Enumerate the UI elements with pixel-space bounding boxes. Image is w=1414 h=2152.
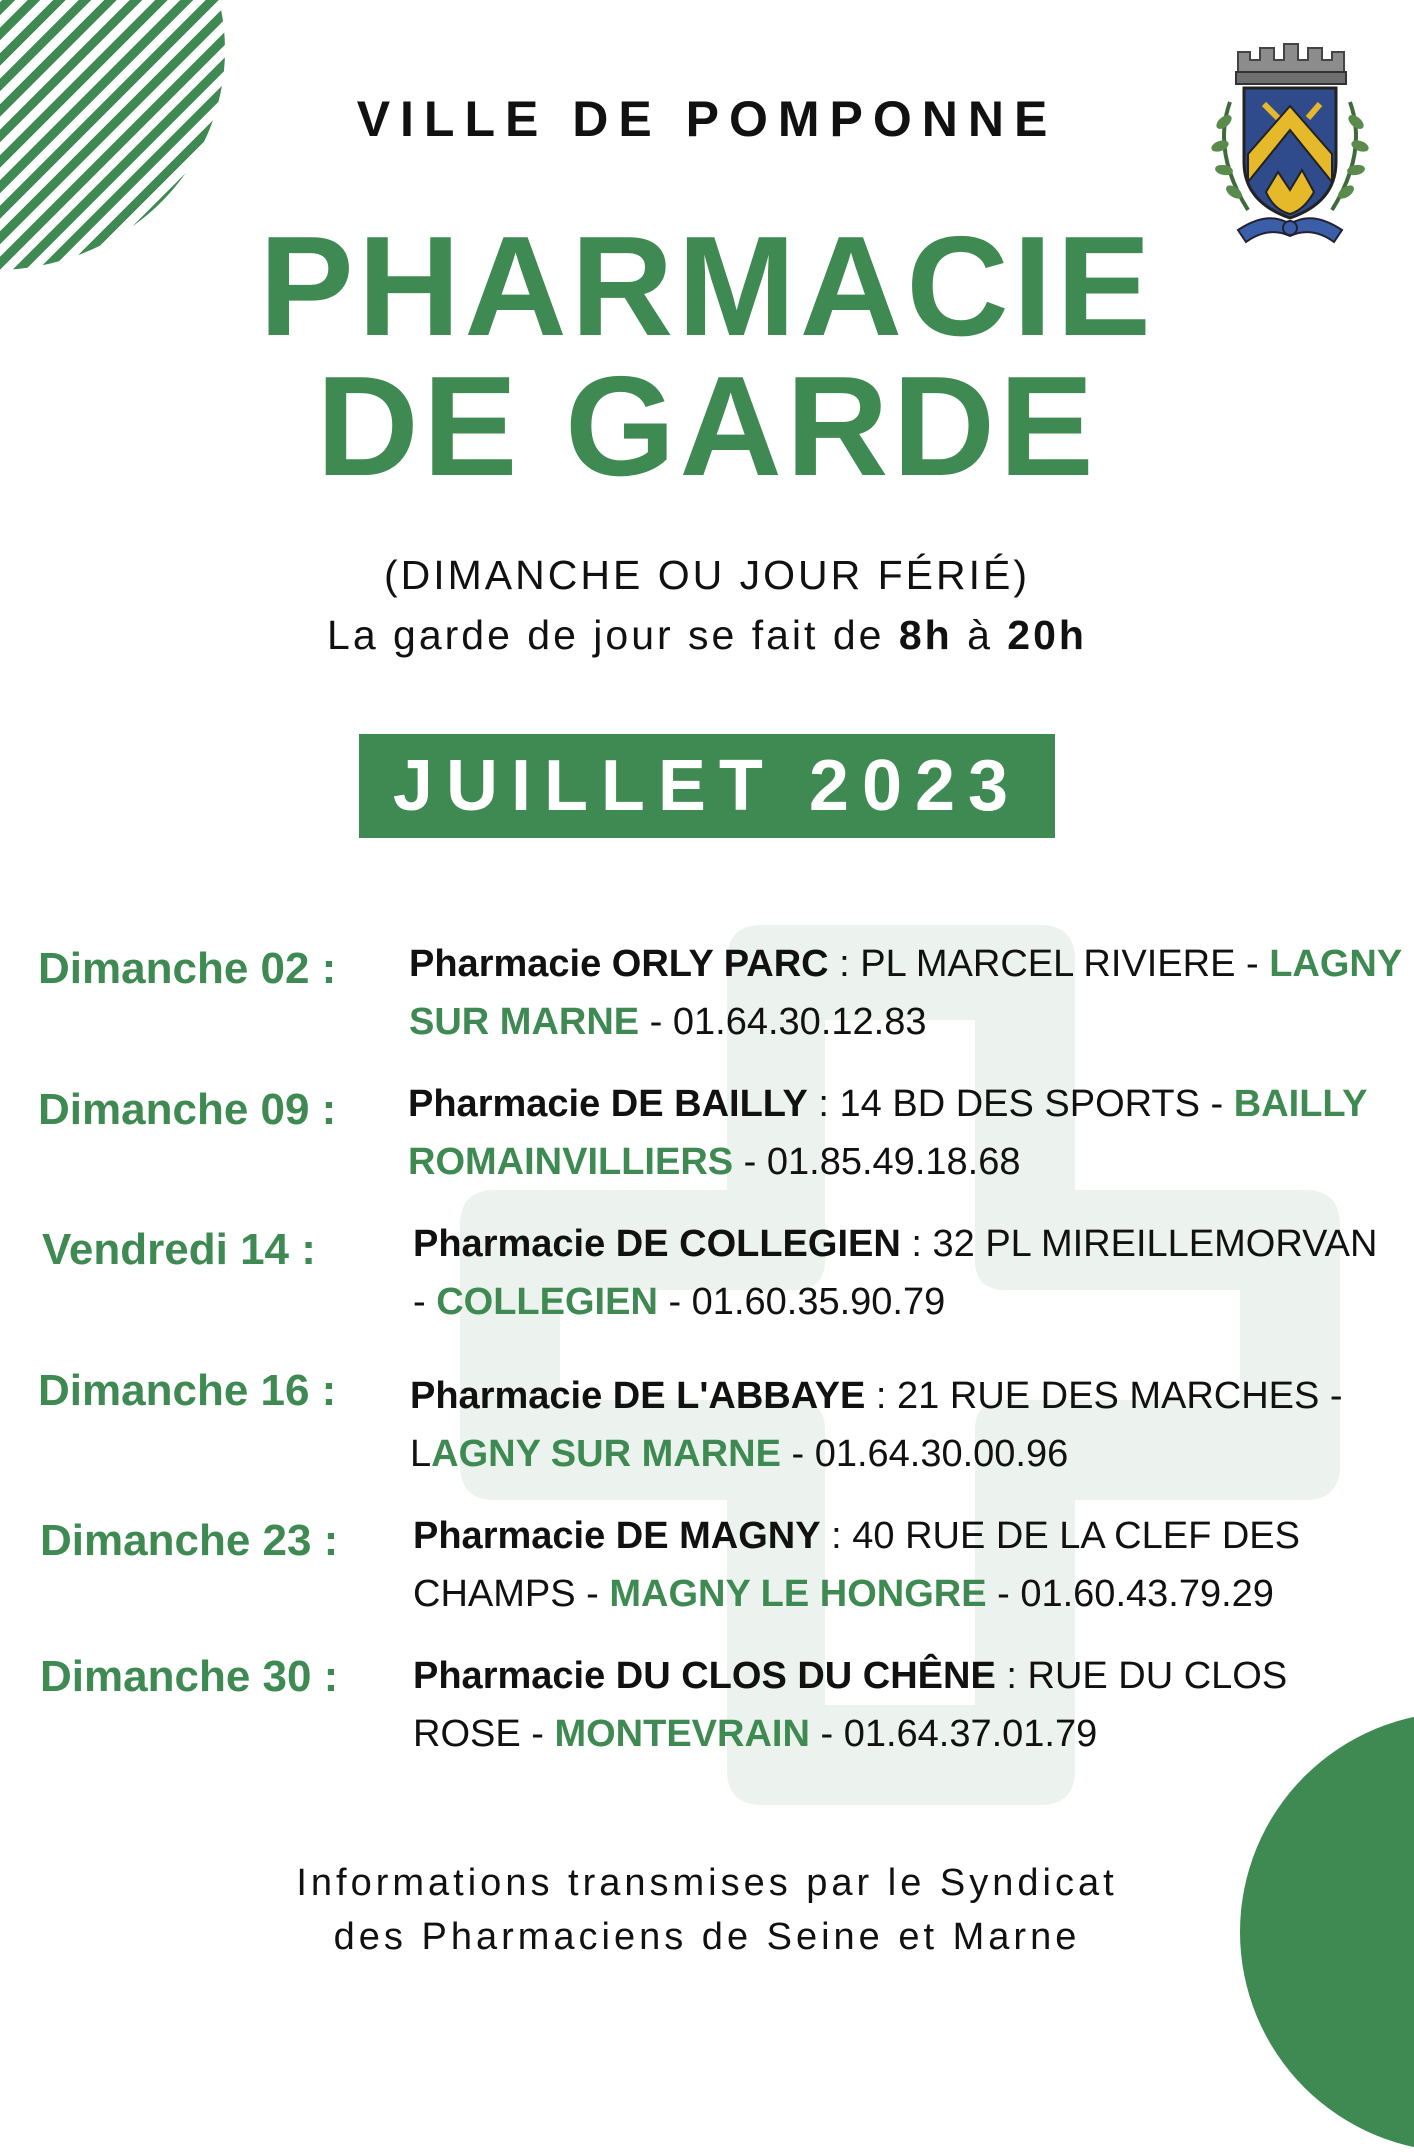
- schedule-entry: Pharmacie DE MAGNY : 40 RUE DE LA CLEF DES CHAMPS - MAGNY LE HONGRE - 01.60.43.79.29: [413, 1515, 1300, 1615]
- schedule-entry: Pharmacie DE L'ABBAYE : 21 RUE DES MARCHES - LAGNY SUR MARNE - 01.64.30.00.96: [410, 1375, 1343, 1475]
- schedule-day: Dimanche 30 :: [40, 1652, 339, 1701]
- subtitle-days: (DIMANCHE OU JOUR FÉRIÉ): [384, 552, 1030, 598]
- town-name: VILLE DE POMPONNE: [356, 91, 1058, 147]
- schedule-day: Vendredi 14 :: [42, 1225, 316, 1274]
- footer-source-line1: Informations transmises par le Syndicat: [296, 1862, 1118, 1904]
- schedule-day: Dimanche 23 :: [40, 1516, 339, 1565]
- page-title-line2: DE GARDE: [316, 347, 1098, 506]
- schedule-entry: Pharmacie ORLY PARC : PL MARCEL RIVIERE - LAGNY SUR MARNE - 01.64.30.12.83: [409, 943, 1402, 1043]
- hours-start: 8h: [898, 612, 953, 658]
- footer-source-line2: des Pharmaciens de Seine et Marne: [333, 1916, 1081, 1958]
- month-banner: JUILLET 2023: [359, 734, 1055, 838]
- schedule-entry: Pharmacie DE BAILLY : 14 BD DES SPORTS - BAILLY ROMAINVILLIERS - 01.85.49.18.68: [408, 1083, 1367, 1183]
- opening-hours: La garde de jour se fait de 8h à 20h: [327, 612, 1087, 658]
- schedule-day: Dimanche 16 :: [38, 1366, 337, 1415]
- page-title-line1: PHARMACIE: [259, 207, 1155, 366]
- schedule-day: Dimanche 02 :: [38, 944, 337, 993]
- hours-end: 20h: [1007, 612, 1087, 658]
- schedule-entry: Pharmacie DU CLOS DU CHÊNE : RUE DU CLOS ROSE - MONTEVRAIN - 01.64.37.01.79: [413, 1655, 1288, 1755]
- schedule-day: Dimanche 09 :: [38, 1085, 337, 1134]
- schedule-entry: Pharmacie DE COLLEGIEN : 32 PL MIREILLEMORVAN - COLLEGIEN - 01.60.35.90.79: [413, 1223, 1378, 1323]
